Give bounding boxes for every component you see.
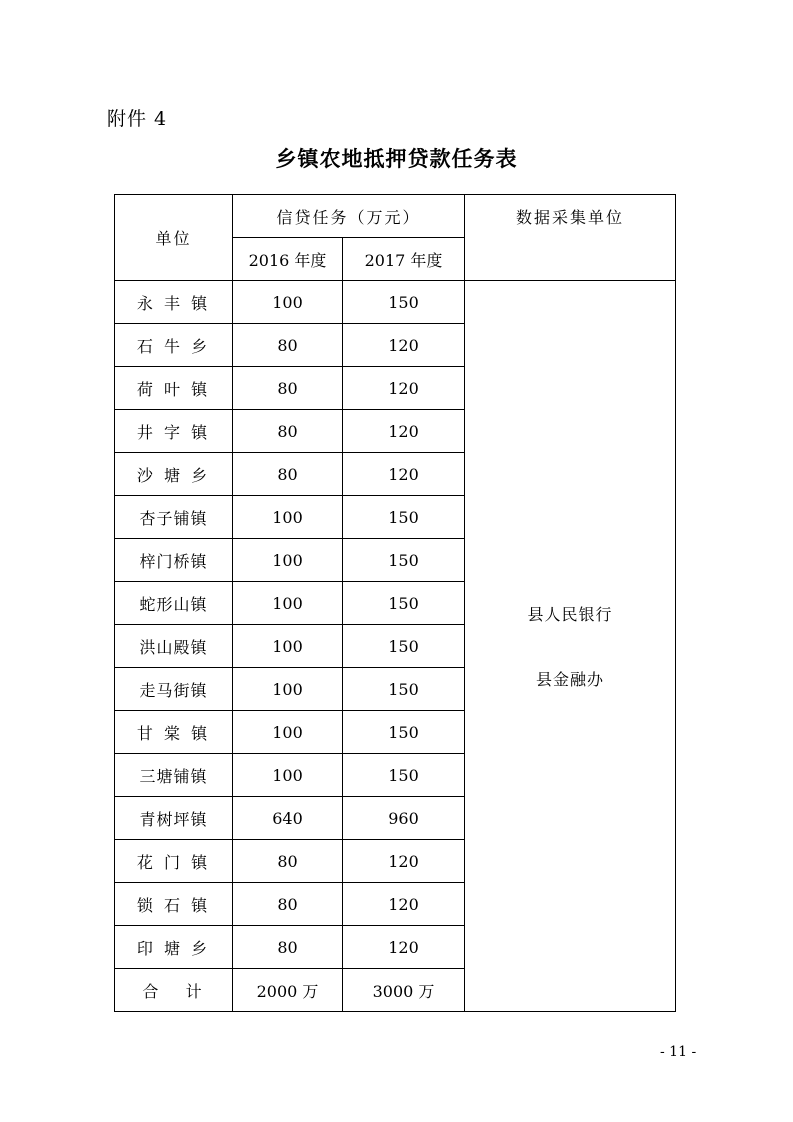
task-2017: 120	[343, 367, 465, 410]
header-unit: 单位	[115, 195, 233, 281]
task-2016: 100	[233, 539, 343, 582]
task-2017: 120	[343, 453, 465, 496]
unit-name: 梓门桥镇	[115, 539, 233, 582]
task-2017: 150	[343, 754, 465, 797]
collector-name: 县人民银行	[527, 605, 613, 624]
collector-name: 县金融办	[536, 670, 605, 689]
task-2017: 120	[343, 410, 465, 453]
task-2017: 150	[343, 496, 465, 539]
task-2016: 100	[233, 754, 343, 797]
unit-name: 合 计	[115, 969, 233, 1012]
task-2016: 80	[233, 367, 343, 410]
task-2016: 100	[233, 711, 343, 754]
task-2017: 120	[343, 840, 465, 883]
task-2016: 80	[233, 883, 343, 926]
task-2016: 80	[233, 324, 343, 367]
task-2017: 3000 万	[343, 969, 465, 1012]
header-year-2016: 2016 年度	[233, 238, 343, 281]
task-2016: 2000 万	[233, 969, 343, 1012]
attachment-label: 附件 4	[107, 108, 168, 130]
loan-task-table	[114, 194, 676, 1012]
unit-name: 印 塘 乡	[115, 926, 233, 969]
document-title: 乡镇农地抵押贷款任务表	[275, 146, 518, 171]
unit-name: 永 丰 镇	[115, 281, 233, 324]
task-2016: 80	[233, 410, 343, 453]
page-number: - 11 -	[660, 1044, 697, 1060]
header-collector: 数据采集单位	[465, 195, 676, 281]
unit-name: 井 字 镇	[115, 410, 233, 453]
header-year-2017: 2017 年度	[343, 238, 465, 281]
task-2016: 640	[233, 797, 343, 840]
unit-name: 甘 棠 镇	[115, 711, 233, 754]
task-2016: 80	[233, 840, 343, 883]
task-2017: 120	[343, 926, 465, 969]
header-credit-task: 信贷任务（万元）	[233, 195, 465, 238]
task-2017: 120	[343, 324, 465, 367]
task-2017: 150	[343, 711, 465, 754]
unit-name: 石 牛 乡	[115, 324, 233, 367]
task-2016: 100	[233, 582, 343, 625]
unit-name: 锁 石 镇	[115, 883, 233, 926]
unit-name: 沙 塘 乡	[115, 453, 233, 496]
task-2017: 960	[343, 797, 465, 840]
unit-name: 花 门 镇	[115, 840, 233, 883]
task-2016: 80	[233, 453, 343, 496]
task-2016: 100	[233, 281, 343, 324]
table-row	[115, 281, 676, 324]
unit-name: 杏子铺镇	[115, 496, 233, 539]
task-2017: 150	[343, 625, 465, 668]
task-2016: 100	[233, 625, 343, 668]
unit-name: 蛇形山镇	[115, 582, 233, 625]
unit-name: 荷 叶 镇	[115, 367, 233, 410]
unit-name: 青树坪镇	[115, 797, 233, 840]
task-2016: 100	[233, 496, 343, 539]
unit-name: 走马街镇	[115, 668, 233, 711]
collector-cell	[465, 281, 676, 1012]
task-2017: 150	[343, 582, 465, 625]
task-2017: 120	[343, 883, 465, 926]
unit-name: 洪山殿镇	[115, 625, 233, 668]
task-2016: 100	[233, 668, 343, 711]
task-2017: 150	[343, 281, 465, 324]
task-2016: 80	[233, 926, 343, 969]
unit-name: 三塘铺镇	[115, 754, 233, 797]
task-2017: 150	[343, 539, 465, 582]
task-2017: 150	[343, 668, 465, 711]
